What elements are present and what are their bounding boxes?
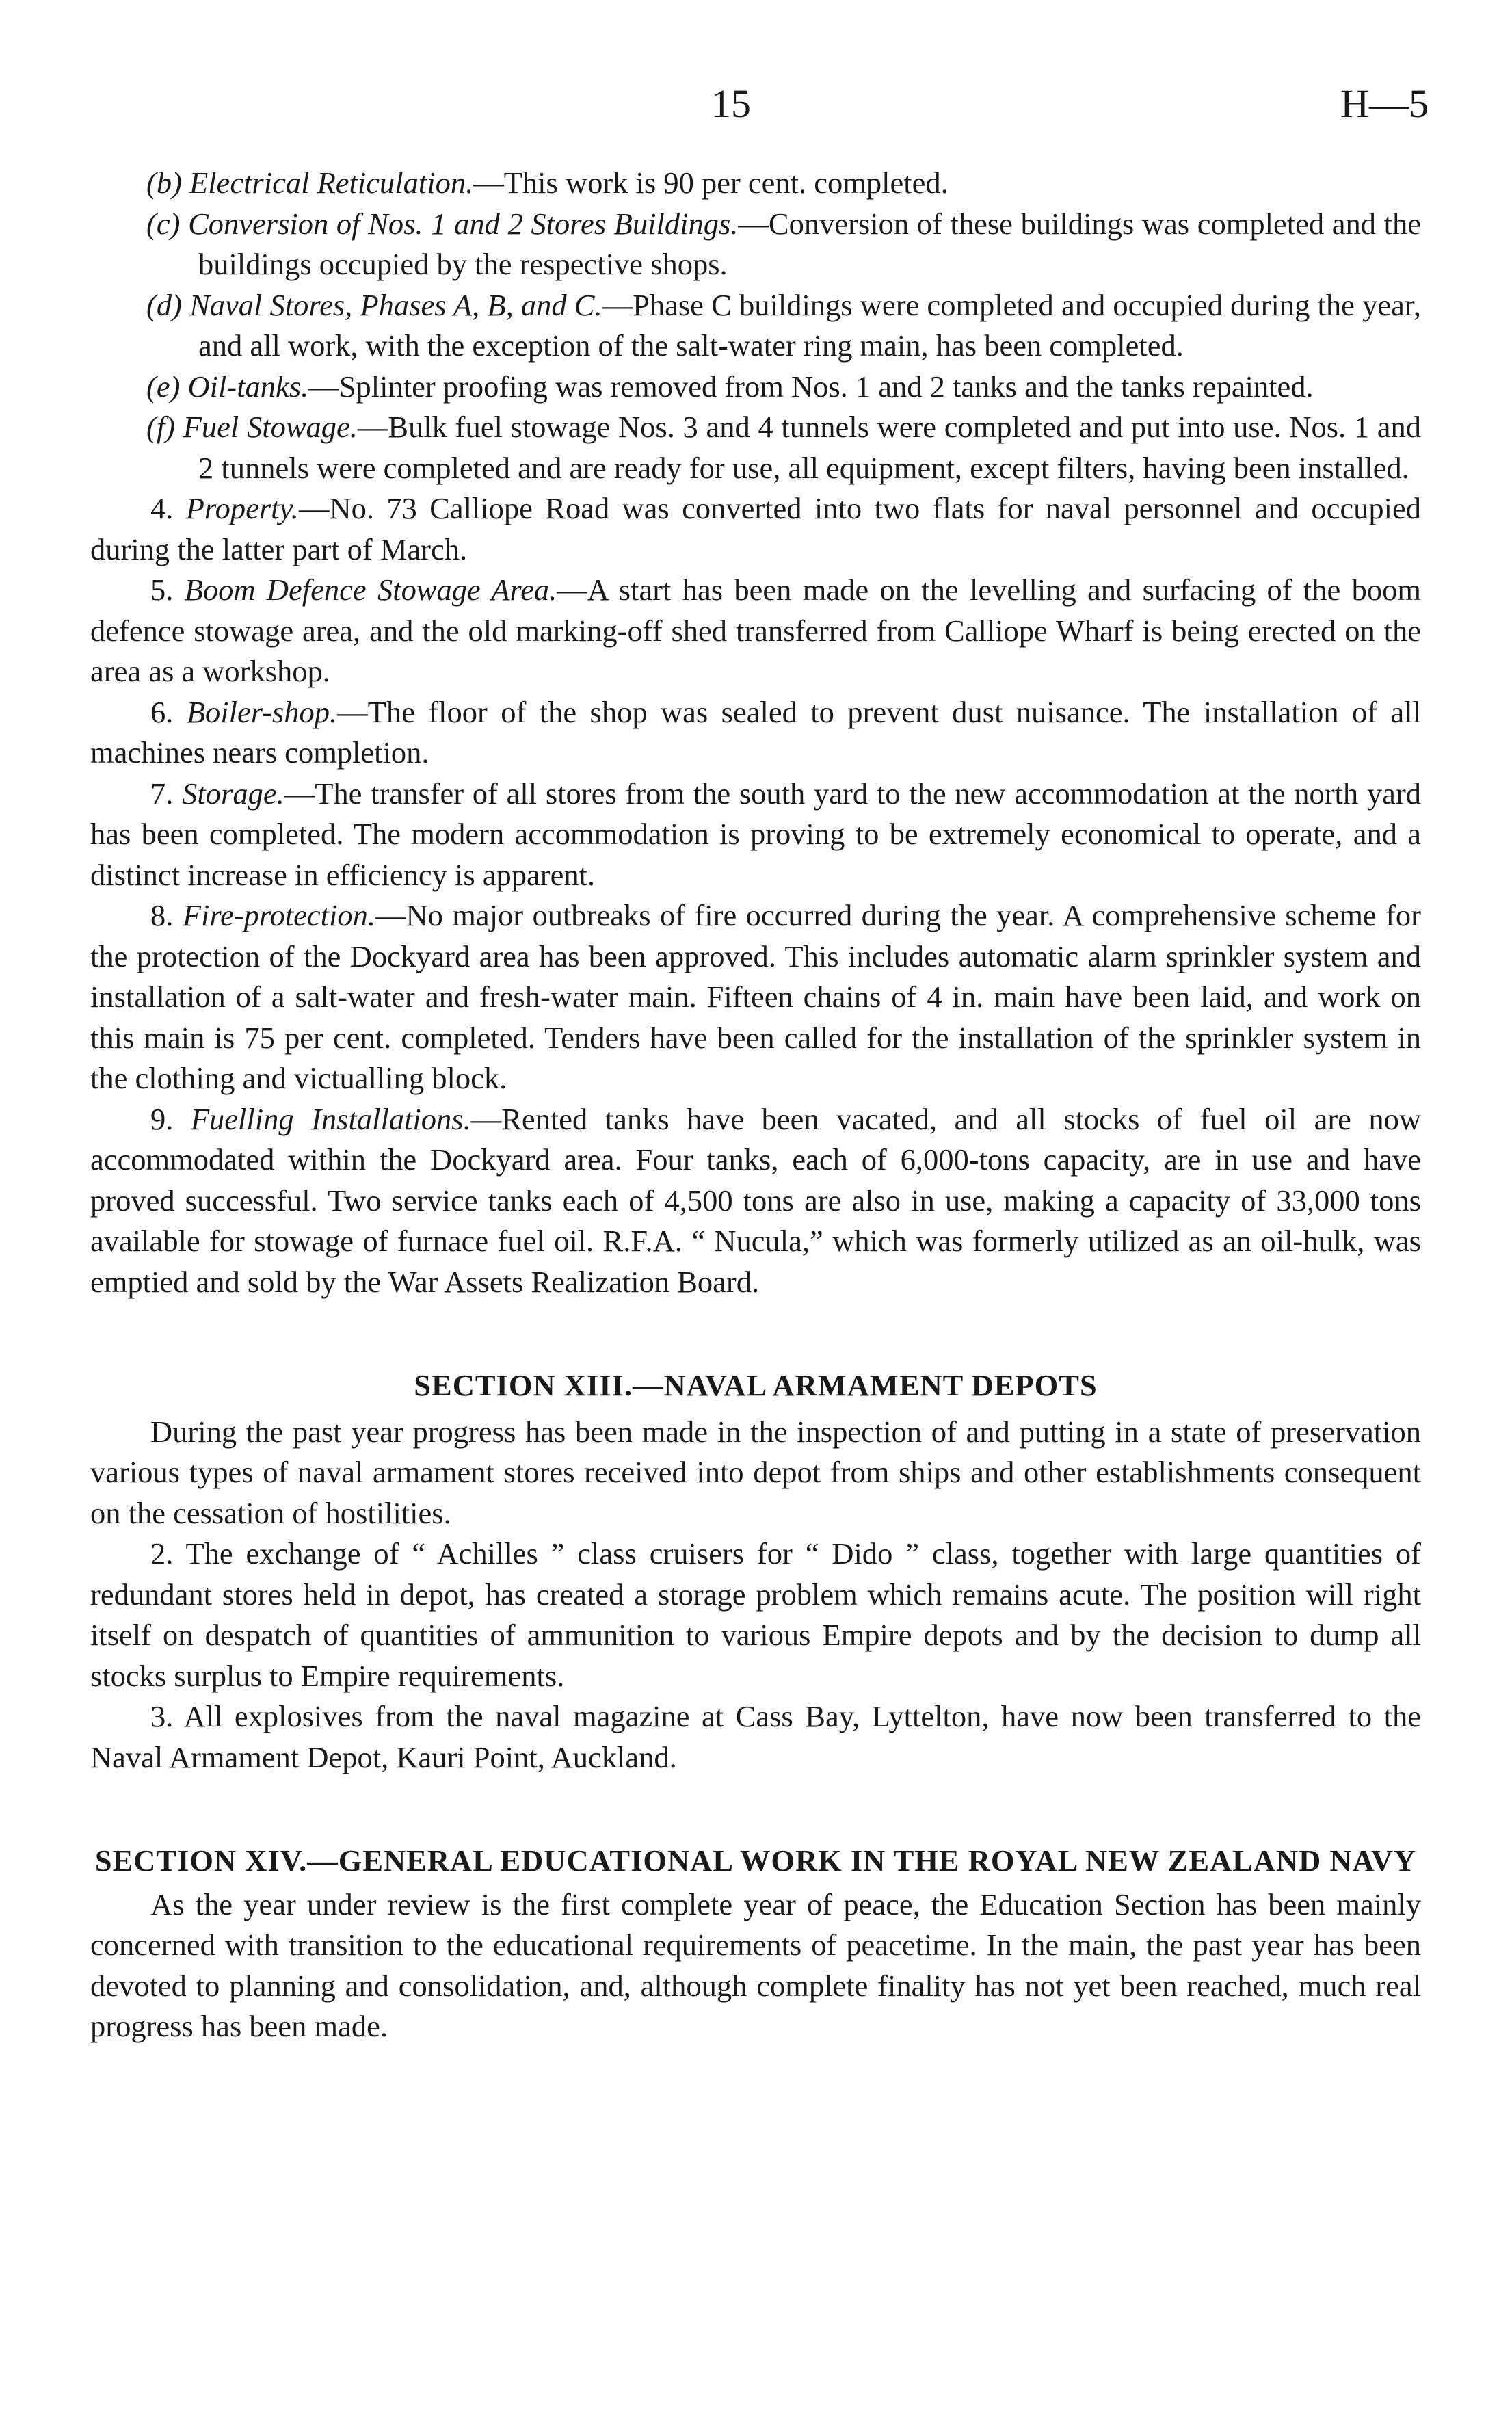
page-body [90, 163, 1421, 2047]
page-header [0, 81, 1512, 129]
paragraph-text: —A start has been made on the levelling and surfacing of the boom defence stowage area, and the old marking-off shed transferred from Calliope Wharf is being erected on the area as a workshop. [90, 573, 1421, 688]
paragraph-storage [90, 774, 1421, 896]
paragraph-text: —No major outbreaks of fire occurred during the year. A comprehensive scheme for the protection of the Dockyard area has been approved. This includes automatic alarm sprinkler system and installation of a salt-water and fresh-water main. Fifteen chains of 4 in. main have been laid, and work on this main is 75 per cent. completed. Tenders have been called for the installation of the sprinkler system in the clothing and victualling block. [90, 898, 1422, 1095]
paragraph-number: 6. [150, 694, 174, 729]
subitem-c [146, 204, 1422, 285]
paragraph-fire-protection [90, 895, 1421, 1099]
subitem-label: (c) [146, 206, 181, 241]
paragraph-number: 4. [150, 491, 174, 525]
section-14-heading: SECTION XIV.—GENERAL EDUCATIONAL WORK IN THE ROYAL NEW ZEALAND NAVY [94, 1843, 1417, 1878]
page-number: 15 [711, 81, 751, 126]
subitem-text: —This work is 90 per cent. completed. [473, 166, 949, 200]
paragraph-title: Boiler-shop. [186, 694, 338, 729]
section-13-paragraph-2: 2. The exchange of “ Achilles ” class cruisers for “ Dido ” class, together with large quantities of redundant stores held in depot, has created a storage problem which remains acute. The position will right itself on despatch of quantities of ammunition to various Empire depots and by the decision to dump all stocks surplus to Empire requirements. [90, 1536, 1421, 1693]
subitem-label: (b) [146, 166, 182, 200]
paragraph-title: Fire-protection. [182, 898, 375, 932]
subitem-title: Naval Stores, Phases A, B, and C. [189, 287, 602, 322]
subitem-title: Oil-tanks. [187, 369, 309, 404]
section-13-paragraph-3: 3. All explosives from the naval magazine at Cass Bay, Lyttelton, have now been transferred to the Naval Armament Depot, Kauri Point, Auckland. [90, 1699, 1421, 1774]
subitem-label: (d) [146, 287, 182, 322]
paragraph-title: Fuelling Installations. [190, 1101, 471, 1136]
subitem-label: (f) [146, 410, 176, 444]
subitem-d [146, 285, 1421, 367]
paragraph-number: 9. [150, 1101, 174, 1136]
subitem-f [146, 407, 1422, 488]
subitem-title: Electrical Reticulation. [189, 166, 474, 200]
subitem-b [146, 163, 1421, 204]
paragraph-number: 8. [150, 898, 174, 932]
paragraph-text: —Rented tanks have been vacated, and all stocks of fuel oil are now accommodated within the Dockyard area. Four tanks, each of 6,000-tons capacity, are in use and have proved successful. Two service tanks each of 4,500 tons are also in use, making a capacity of 33,000 tons available for stowage of furnace fuel oil. R.F.A. “ Nucula,” which was formerly utilized as an oil-hulk, was emptied and sold by the War Assets Realization Board. [90, 1101, 1421, 1299]
subitem-text: —Conversion of these buildings was completed and the buildings occupied by the respective shops. [198, 206, 1422, 281]
section-13-heading: SECTION XIII.—NAVAL ARMAMENT DEPOTS [414, 1368, 1098, 1402]
subitem-text: —Phase C buildings were completed and occupied during the year, and all work, with the exception of the salt-water ring main, has been completed. [198, 287, 1421, 363]
paragraph-boiler-shop [90, 692, 1421, 774]
subitem-title: Conversion of Nos. 1 and 2 Stores Buildings. [188, 206, 739, 241]
subitem-text: —Bulk fuel stowage Nos. 3 and 4 tunnels were completed and put into use. Nos. 1 and 2 tunnels were completed and are ready for use, all equipment, except filters, having been installed. [198, 410, 1422, 485]
subitem-text: —Splinter proofing was removed from Nos. 1 and 2 tanks and the tanks repainted. [308, 369, 1314, 404]
section-14-paragraph-1: As the year under review is the first complete year of peace, the Education Section has been mainly concerned with transition to the educational requirements of peacetime. In the main, the past year has been devoted to planning and consolidation, and, although complete finality has not yet been reached, much real progress has been made. [90, 1887, 1421, 2043]
paragraph-number: 5. [150, 573, 174, 607]
paragraph-title: Property. [185, 491, 299, 525]
subitem-e [146, 367, 1421, 408]
paragraph-property [90, 488, 1421, 570]
subitem-label: (e) [146, 369, 181, 404]
section-13-paragraph-1: During the past year progress has been made in the inspection of and putting in a state of preservation various types of naval armament stores received into depot from ships and other establishments consequent on the cessation of hostilities. [90, 1414, 1421, 1530]
paragraph-text: —The transfer of all stores from the south yard to the new accommodation at the north yard has been completed. The modern accommodation is proving to be extremely economical to operate, and a distinct increase in efficiency is apparent. [90, 776, 1421, 892]
paragraph-title: Boom Defence Stowage Area. [184, 573, 557, 607]
paragraph-text: —No. 73 Calliope Road was converted into two flats for naval personnel and occupied during the latter part of March. [90, 491, 1422, 566]
subitem-title: Fuel Stowage. [183, 410, 358, 444]
paragraph-text: —The floor of the shop was sealed to prevent dust nuisance. The installation of all machines nears completion. [90, 694, 1422, 770]
paragraph-fuelling [90, 1099, 1421, 1303]
document-reference: H—5 [1340, 81, 1429, 126]
paragraph-title: Storage. [182, 776, 284, 811]
paragraph-boom-defence [90, 570, 1421, 692]
paragraph-number: 7. [150, 776, 174, 811]
